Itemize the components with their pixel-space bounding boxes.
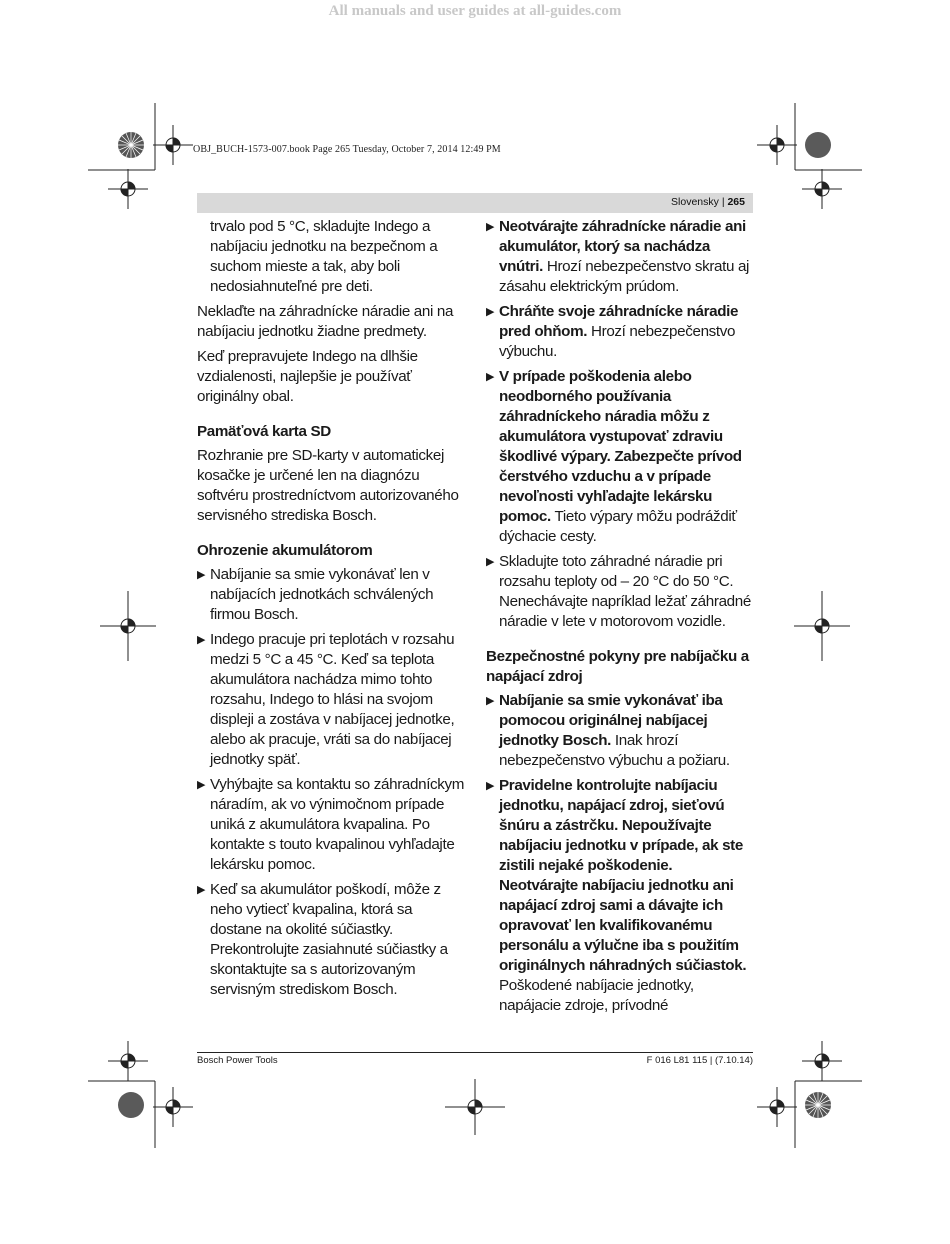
paragraph: trvalo pod 5 °C, skladujte Indego a nabíjaciu jednotku na bezpečnom a suchom mieste a tak, aby boli nedosiahnuteľné pre deti. — [210, 218, 438, 295]
footer-doc-number: F 016 L81 115 | (7.10.14) — [646, 1055, 753, 1066]
paragraph: Neklaďte na záhradnícke náradie ani na nabíjaciu jednotku žiadne predmety. — [197, 303, 454, 340]
page-footer — [197, 1052, 753, 1066]
bullet-triangle-icon: ▶ — [197, 884, 206, 896]
list-item: ▶ Chráňte svoje záhradnícke náradie pred ohňom. Hrozí nebezpečenstvo výbuchu. — [486, 303, 739, 360]
watermark: All manuals and user guides at all-guides.com — [328, 3, 622, 19]
bullet-triangle-icon: ▶ — [486, 306, 495, 318]
bullet-list — [486, 217, 754, 632]
page-header-bar — [197, 193, 753, 213]
list-item: ▶ V prípade poškodenia alebo neodborného používania záhradníckeho náradia môžu z akumulátora vystupovať zdraviu škodlivé výpary. Zabezpečte prívod čerstvého vzduchu a v prípade nevoľnosti vyhľadajte lekársku pomoc. Tieto výpary môžu podráždiť dýchacie cesty. — [486, 368, 742, 545]
bullet-triangle-icon: ▶ — [197, 634, 206, 646]
book-info-line: OBJ_BUCH-1573-007.book Page 265 Tuesday, October 7, 2014 12:49 PM — [193, 144, 501, 155]
bullet-list — [486, 691, 754, 1016]
starburst-mark — [805, 1092, 831, 1118]
header-separator: | — [718, 196, 728, 208]
paragraph: Keď prepravujete Indego na dlhšie vzdialenosti, najlepšie je používať originálny obal. — [197, 348, 418, 405]
page-header — [671, 196, 745, 208]
list-item: ▶ Vyhýbajte sa kontaktu so záhradníckym náradím, ak vo výnimočnom prípade uniká z akumulátora kvapalina. Po kontakte s touto kvapalinou vyhľadajte lekársku pomoc. — [197, 776, 465, 873]
bullet-triangle-icon: ▶ — [197, 569, 206, 581]
bullet-triangle-icon: ▶ — [486, 221, 495, 233]
bullet-triangle-icon: ▶ — [486, 780, 495, 792]
list-item: ▶ Indego pracuje pri teplotách v rozsahu medzi 5 °C a 45 °C. Keď sa teplota akumulátora nachádza mimo tohto rozsahu, Indego to hlási na svojom displeji a zostáva v nabíjacej jednotke, alebo ak pracuje, vráti sa do nabíjacej jednotky späť. — [197, 631, 455, 768]
bullet-triangle-icon: ▶ — [197, 779, 206, 791]
bullet-triangle-icon: ▶ — [486, 695, 495, 707]
header-language: Slovensky — [671, 196, 719, 208]
list-item: ▶ Neotvárajte záhradnícke náradie ani akumulátor, ktorý sa nachádza vnútri. Hrozí nebezpečenstvo skratu aj zásahu elektrickým prúdom. — [486, 218, 750, 295]
list-item: ▶ Keď sa akumulátor poškodí, môže z neho vytiecť kvapalina, ktorá sa dostane na okolité súčiastky. Prekontrolujte zasiahnuté súčiastky a skontaktujte sa s autorizovaným servisným strediskom Bosch. — [197, 881, 448, 998]
list-item: ▶ Skladujte toto záhradné náradie pri rozsahu teploty od – 20 °C do 50 °C. Nenechávajte napríklad ležať záhradné náradie v lete v motorovom vozidle. — [486, 553, 751, 630]
footer-brand: Bosch Power Tools — [197, 1055, 278, 1066]
starburst-mark — [118, 132, 144, 158]
list-item: ▶ Nabíjanie sa smie vykonávať len v nabíjacích jednotkách schválených firmou Bosch. — [197, 566, 434, 623]
right-column — [486, 217, 754, 1021]
bullet-list — [197, 565, 467, 1000]
section-heading-battery-hazard: Ohrozenie akumulátorom — [197, 542, 373, 559]
paragraph: Rozhranie pre SD-karty v automatickej kosačke je určené len na diagnózu softvéru prostredníctvom autorizovaného servisného strediska Bosch. — [197, 447, 459, 524]
section-heading-charger-safety: Bezpečnostné pokyny pre nabíjačku a napájací zdroj — [486, 648, 749, 685]
section-heading-sd-card: Pamäťová karta SD — [197, 423, 331, 440]
bullet-triangle-icon: ▶ — [486, 371, 495, 383]
left-column — [197, 217, 467, 1005]
solid-mark — [805, 132, 831, 158]
solid-mark — [118, 1092, 144, 1118]
list-item: ▶ Pravidelne kontrolujte nabíjaciu jednotku, napájací zdroj, sieťovú šnúru a zástrčku. Nepoužívajte nabíjaciu jednotku v prípade, ak ste zistili nejaké poškodenie. Neotvárajte nabíjaciu jednotku ani napájací zdroj sami a dávajte ich opravovať len kvalifikovanému personálu a výlučne iba s použitím originálnych náhradných súčiastok. Poškodené nabíjacie jednotky, napájacie zdroje, prívodné — [486, 777, 747, 1014]
bullet-triangle-icon: ▶ — [486, 556, 495, 568]
list-item: ▶ Nabíjanie sa smie vykonávať iba pomocou originálnej nabíjacej jednotky Bosch. Inak hrozí nebezpečenstvo výbuchu a požiaru. — [486, 692, 730, 769]
page-number: 265 — [727, 196, 745, 208]
